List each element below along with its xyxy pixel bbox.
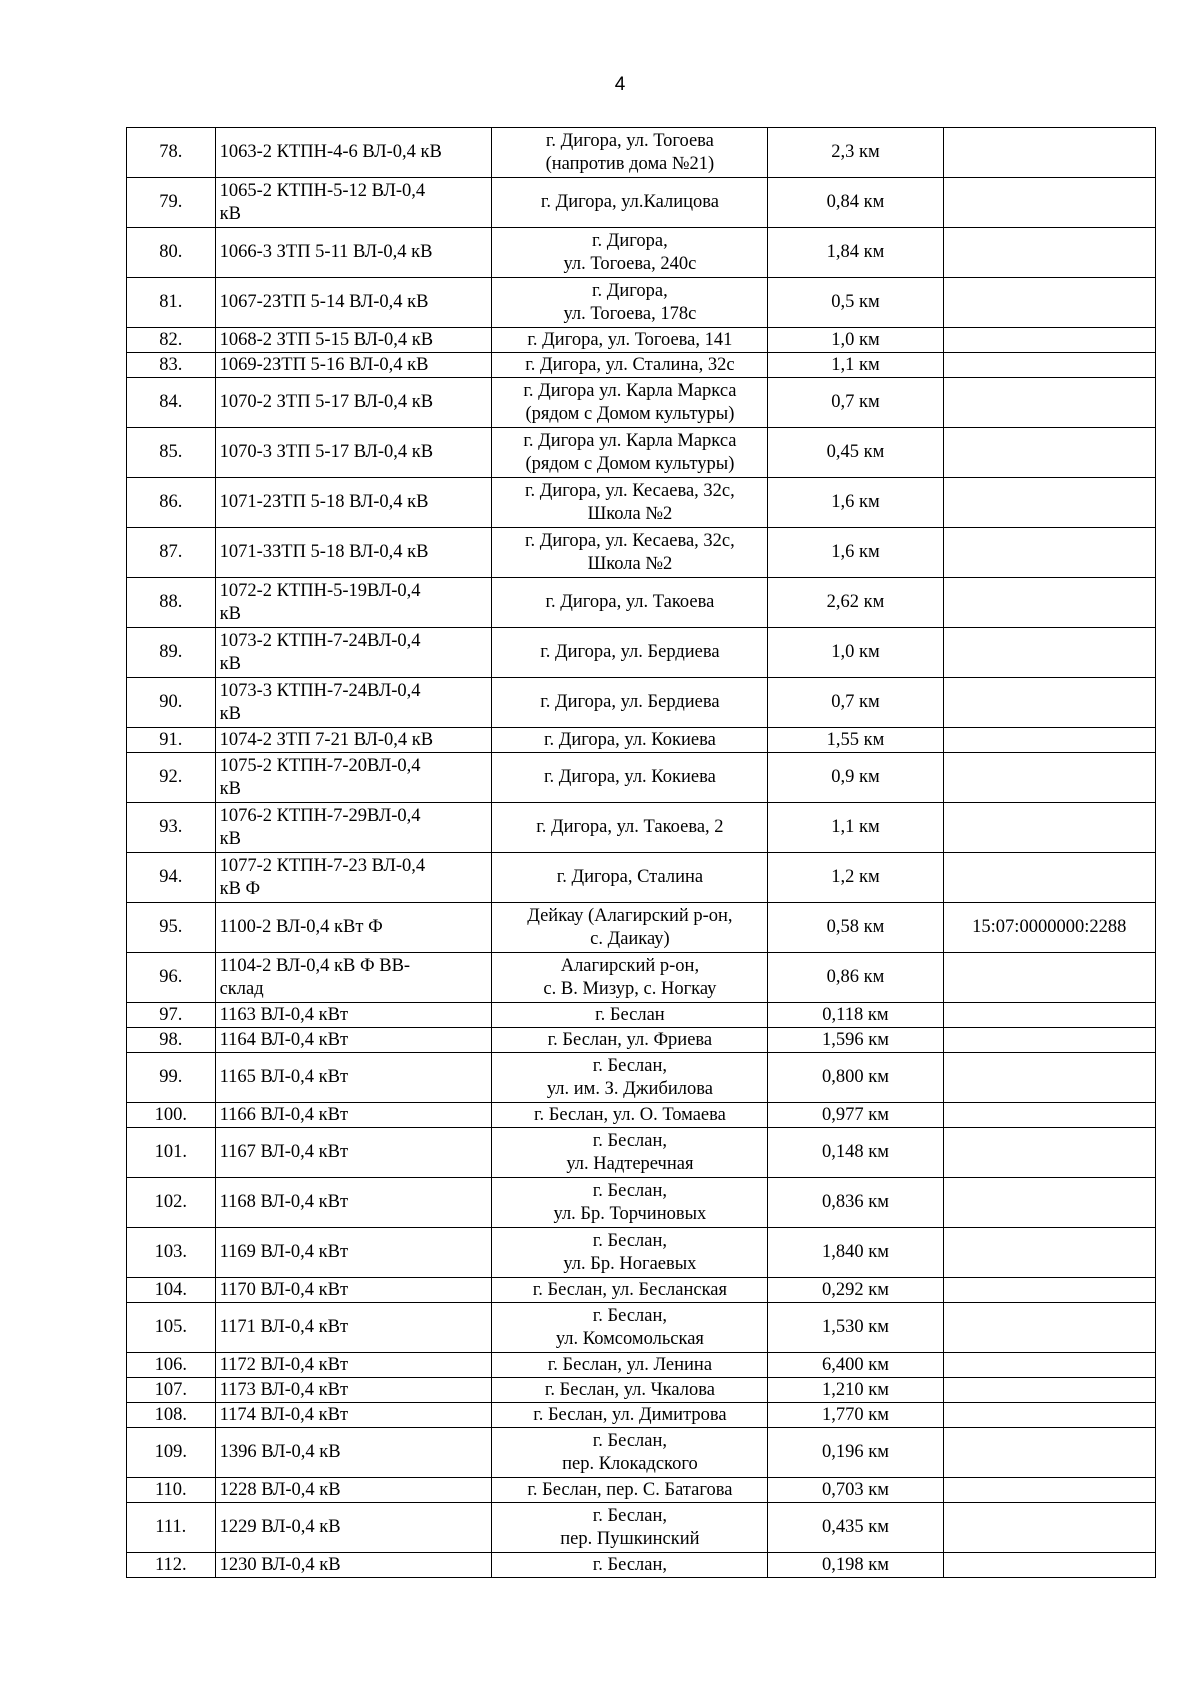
length-cell: 1,1 км — [768, 803, 943, 853]
line-name-cell: 1071-2ЗТП 5-18 ВЛ-0,4 кВ — [215, 478, 492, 528]
row-number-cell: 100. — [127, 1103, 216, 1128]
line-name-cell: 1073-3 КТПН-7-24ВЛ-0,4 кВ — [215, 678, 492, 728]
line-name-cell: 1168 ВЛ-0,4 кВт — [215, 1178, 492, 1228]
address-cell: г. Дигора, ул. Бердиева — [492, 628, 768, 678]
address-cell: г. Беслан — [492, 1003, 768, 1028]
table-row — [127, 1278, 1156, 1303]
length-cell: 1,2 км — [768, 853, 943, 903]
length-cell: 0,148 км — [768, 1128, 943, 1178]
length-cell: 0,977 км — [768, 1103, 943, 1128]
line-name-cell: 1069-2ЗТП 5-16 ВЛ-0,4 кВ — [215, 353, 492, 378]
address-cell: Дейкау (Алагирский р-он, с. Даикау) — [492, 903, 768, 953]
address-cell: г. Дигора, ул. Сталина, 32с — [492, 353, 768, 378]
row-number-cell: 104. — [127, 1278, 216, 1303]
row-number-cell: 109. — [127, 1428, 216, 1478]
row-number-cell: 101. — [127, 1128, 216, 1178]
line-name-cell: 1070-3 ЗТП 5-17 ВЛ-0,4 кВ — [215, 428, 492, 478]
line-name-cell: 1164 ВЛ-0,4 кВт — [215, 1028, 492, 1053]
cadastral-number-cell — [943, 278, 1155, 328]
row-number-cell: 91. — [127, 728, 216, 753]
row-number-cell: 79. — [127, 178, 216, 228]
length-cell: 0,292 км — [768, 1278, 943, 1303]
address-cell: г. Беслан, ул. Ленина — [492, 1353, 768, 1378]
table-row — [127, 278, 1156, 328]
table-row — [127, 478, 1156, 528]
length-cell: 1,210 км — [768, 1378, 943, 1403]
table-row — [127, 1553, 1156, 1578]
row-number-cell: 83. — [127, 353, 216, 378]
length-cell: 1,840 км — [768, 1228, 943, 1278]
table-row — [127, 1228, 1156, 1278]
address-cell: г. Беслан, ул. Фриева — [492, 1028, 768, 1053]
row-number-cell: 93. — [127, 803, 216, 853]
line-name-cell: 1229 ВЛ-0,4 кВ — [215, 1503, 492, 1553]
address-cell: г. Беслан, ул. Надтеречная — [492, 1128, 768, 1178]
cadastral-number-cell — [943, 1553, 1155, 1578]
line-name-cell: 1165 ВЛ-0,4 кВт — [215, 1053, 492, 1103]
address-cell: г. Дигора, Сталина — [492, 853, 768, 903]
length-cell: 0,196 км — [768, 1428, 943, 1478]
address-cell: г. Беслан, пер. С. Батагова — [492, 1478, 768, 1503]
cadastral-number-cell — [943, 1403, 1155, 1428]
cadastral-number-cell — [943, 528, 1155, 578]
row-number-cell: 95. — [127, 903, 216, 953]
length-cell: 0,58 км — [768, 903, 943, 953]
cadastral-number-cell — [943, 1378, 1155, 1403]
table-row — [127, 803, 1156, 853]
line-name-cell: 1075-2 КТПН-7-20ВЛ-0,4 кВ — [215, 753, 492, 803]
line-name-cell: 1072-2 КТПН-5-19ВЛ-0,4 кВ — [215, 578, 492, 628]
address-cell: г. Дигора, ул. Бердиева — [492, 678, 768, 728]
line-name-cell: 1073-2 КТПН-7-24ВЛ-0,4 кВ — [215, 628, 492, 678]
length-cell: 0,86 км — [768, 953, 943, 1003]
address-cell: г. Дигора, ул. Кокиева — [492, 753, 768, 803]
row-number-cell: 111. — [127, 1503, 216, 1553]
row-number-cell: 87. — [127, 528, 216, 578]
cadastral-number-cell — [943, 378, 1155, 428]
power-lines-table — [126, 127, 1156, 1578]
row-number-cell: 103. — [127, 1228, 216, 1278]
length-cell: 6,400 км — [768, 1353, 943, 1378]
length-cell: 1,55 км — [768, 728, 943, 753]
cadastral-number-cell — [943, 1103, 1155, 1128]
table-row — [127, 353, 1156, 378]
cadastral-number-cell — [943, 678, 1155, 728]
table-row — [127, 178, 1156, 228]
table-row — [127, 378, 1156, 428]
address-cell: г. Беслан, ул. им. З. Джибилова — [492, 1053, 768, 1103]
row-number-cell: 98. — [127, 1028, 216, 1053]
table-row — [127, 1478, 1156, 1503]
line-name-cell: 1166 ВЛ-0,4 кВт — [215, 1103, 492, 1128]
table-row — [127, 1128, 1156, 1178]
table-row — [127, 528, 1156, 578]
length-cell: 1,6 км — [768, 528, 943, 578]
row-number-cell: 85. — [127, 428, 216, 478]
line-name-cell: 1230 ВЛ-0,4 кВ — [215, 1553, 492, 1578]
cadastral-number-cell — [943, 1228, 1155, 1278]
length-cell: 0,7 км — [768, 378, 943, 428]
cadastral-number-cell — [943, 1303, 1155, 1353]
address-cell: г. Дигора, ул. Кокиева — [492, 728, 768, 753]
address-cell: г. Дигора, ул. Тогоева, 240с — [492, 228, 768, 278]
cadastral-number-cell — [943, 1278, 1155, 1303]
table-row — [127, 228, 1156, 278]
row-number-cell: 82. — [127, 328, 216, 353]
line-name-cell: 1163 ВЛ-0,4 кВт — [215, 1003, 492, 1028]
line-name-cell: 1169 ВЛ-0,4 кВт — [215, 1228, 492, 1278]
table-row — [127, 728, 1156, 753]
row-number-cell: 84. — [127, 378, 216, 428]
cadastral-number-cell — [943, 1028, 1155, 1053]
cadastral-number-cell — [943, 1503, 1155, 1553]
row-number-cell: 102. — [127, 1178, 216, 1228]
page-number: 4 — [614, 74, 626, 95]
table-row — [127, 1303, 1156, 1353]
address-cell: г. Беслан, пер. Клокадского — [492, 1428, 768, 1478]
table-body — [127, 128, 1156, 1578]
cadastral-number-cell — [943, 1128, 1155, 1178]
length-cell: 0,836 км — [768, 1178, 943, 1228]
length-cell: 1,596 км — [768, 1028, 943, 1053]
row-number-cell: 107. — [127, 1378, 216, 1403]
length-cell: 0,5 км — [768, 278, 943, 328]
row-number-cell: 92. — [127, 753, 216, 803]
line-name-cell: 1074-2 ЗТП 7-21 ВЛ-0,4 кВ — [215, 728, 492, 753]
cadastral-number-cell — [943, 578, 1155, 628]
line-name-cell: 1067-2ЗТП 5-14 ВЛ-0,4 кВ — [215, 278, 492, 328]
address-cell: г. Беслан, пер. Пушкинский — [492, 1503, 768, 1553]
address-cell: г. Дигора, ул. Тогоева, 178с — [492, 278, 768, 328]
address-cell: г. Беслан, ул. Комсомольская — [492, 1303, 768, 1353]
length-cell: 1,0 км — [768, 628, 943, 678]
cadastral-number-cell — [943, 428, 1155, 478]
address-cell: Алагирский р-он, с. В. Мизур, с. Ногкау — [492, 953, 768, 1003]
row-number-cell: 97. — [127, 1003, 216, 1028]
address-cell: г. Дигора, ул. Такоева, 2 — [492, 803, 768, 853]
address-cell: г. Беслан, ул. Бесланская — [492, 1278, 768, 1303]
line-name-cell: 1174 ВЛ-0,4 кВт — [215, 1403, 492, 1428]
line-name-cell: 1228 ВЛ-0,4 кВ — [215, 1478, 492, 1503]
length-cell: 1,530 км — [768, 1303, 943, 1353]
cadastral-number-cell — [943, 228, 1155, 278]
table-row — [127, 428, 1156, 478]
table-row — [127, 1053, 1156, 1103]
address-cell: г. Дигора ул. Карла Маркса (рядом с Домом культуры) — [492, 428, 768, 478]
length-cell: 0,45 км — [768, 428, 943, 478]
table-row — [127, 128, 1156, 178]
cadastral-number-cell — [943, 1478, 1155, 1503]
address-cell: г. Дигора, ул. Такоева — [492, 578, 768, 628]
table-row — [127, 1378, 1156, 1403]
line-name-cell: 1171 ВЛ-0,4 кВт — [215, 1303, 492, 1353]
table-row — [127, 1103, 1156, 1128]
cadastral-number-cell — [943, 478, 1155, 528]
table-row — [127, 678, 1156, 728]
line-name-cell: 1100-2 ВЛ-0,4 кВт Ф — [215, 903, 492, 953]
address-cell: г. Дигора, ул. Тогоева, 141 — [492, 328, 768, 353]
table-row — [127, 903, 1156, 953]
length-cell: 1,6 км — [768, 478, 943, 528]
address-cell: г. Беслан, ул. Бр. Торчиновых — [492, 1178, 768, 1228]
length-cell: 1,770 км — [768, 1403, 943, 1428]
line-name-cell: 1076-2 КТПН-7-29ВЛ-0,4 кВ — [215, 803, 492, 853]
row-number-cell: 81. — [127, 278, 216, 328]
row-number-cell: 110. — [127, 1478, 216, 1503]
row-number-cell: 112. — [127, 1553, 216, 1578]
table-row — [127, 328, 1156, 353]
length-cell: 0,118 км — [768, 1003, 943, 1028]
address-cell: г. Дигора ул. Карла Маркса (рядом с Домом культуры) — [492, 378, 768, 428]
length-cell: 0,198 км — [768, 1553, 943, 1578]
row-number-cell: 88. — [127, 578, 216, 628]
length-cell: 1,1 км — [768, 353, 943, 378]
address-cell: г. Дигора, ул.Калицова — [492, 178, 768, 228]
cadastral-number-cell — [943, 1428, 1155, 1478]
row-number-cell: 89. — [127, 628, 216, 678]
length-cell: 0,800 км — [768, 1053, 943, 1103]
row-number-cell: 96. — [127, 953, 216, 1003]
length-cell: 0,703 км — [768, 1478, 943, 1503]
row-number-cell: 86. — [127, 478, 216, 528]
table-row — [127, 628, 1156, 678]
table-row — [127, 1403, 1156, 1428]
length-cell: 0,84 км — [768, 178, 943, 228]
cadastral-number-cell — [943, 1353, 1155, 1378]
cadastral-number-cell — [943, 853, 1155, 903]
cadastral-number-cell — [943, 1003, 1155, 1028]
address-cell: г. Беслан, ул. Чкалова — [492, 1378, 768, 1403]
table-row — [127, 953, 1156, 1003]
line-name-cell: 1173 ВЛ-0,4 кВт — [215, 1378, 492, 1403]
address-cell: г. Дигора, ул. Тогоева (напротив дома №21) — [492, 128, 768, 178]
table-row — [127, 1353, 1156, 1378]
address-cell: г. Дигора, ул. Кесаева, 32с, Школа №2 — [492, 528, 768, 578]
cadastral-number-cell — [943, 128, 1155, 178]
row-number-cell: 106. — [127, 1353, 216, 1378]
line-name-cell: 1068-2 ЗТП 5-15 ВЛ-0,4 кВ — [215, 328, 492, 353]
cadastral-number-cell — [943, 953, 1155, 1003]
length-cell: 1,84 км — [768, 228, 943, 278]
length-cell: 0,7 км — [768, 678, 943, 728]
cadastral-number-cell — [943, 178, 1155, 228]
line-name-cell: 1063-2 КТПН-4-6 ВЛ-0,4 кВ — [215, 128, 492, 178]
table-row — [127, 1178, 1156, 1228]
cadastral-number-cell — [943, 628, 1155, 678]
length-cell: 0,9 км — [768, 753, 943, 803]
line-name-cell: 1071-3ЗТП 5-18 ВЛ-0,4 кВ — [215, 528, 492, 578]
row-number-cell: 108. — [127, 1403, 216, 1428]
table-row — [127, 853, 1156, 903]
table-row — [127, 1428, 1156, 1478]
line-name-cell: 1396 ВЛ-0,4 кВ — [215, 1428, 492, 1478]
address-cell: г. Беслан, — [492, 1553, 768, 1578]
row-number-cell: 78. — [127, 128, 216, 178]
row-number-cell: 90. — [127, 678, 216, 728]
address-cell: г. Беслан, ул. Димитрова — [492, 1403, 768, 1428]
line-name-cell: 1172 ВЛ-0,4 кВт — [215, 1353, 492, 1378]
cadastral-number-cell — [943, 328, 1155, 353]
address-cell: г. Беслан, ул. О. Томаева — [492, 1103, 768, 1128]
cadastral-number-cell — [943, 753, 1155, 803]
cadastral-number-cell: 15:07:0000000:2288 — [943, 903, 1155, 953]
line-name-cell: 1077-2 КТПН-7-23 ВЛ-0,4 кВ Ф — [215, 853, 492, 903]
cadastral-number-cell — [943, 353, 1155, 378]
row-number-cell: 99. — [127, 1053, 216, 1103]
length-cell: 2,3 км — [768, 128, 943, 178]
table-row — [127, 1028, 1156, 1053]
cadastral-number-cell — [943, 803, 1155, 853]
row-number-cell: 94. — [127, 853, 216, 903]
line-name-cell: 1167 ВЛ-0,4 кВт — [215, 1128, 492, 1178]
length-cell: 0,435 км — [768, 1503, 943, 1553]
row-number-cell: 105. — [127, 1303, 216, 1353]
address-cell: г. Беслан, ул. Бр. Ногаевых — [492, 1228, 768, 1278]
length-cell: 2,62 км — [768, 578, 943, 628]
table-row — [127, 1003, 1156, 1028]
cadastral-number-cell — [943, 1053, 1155, 1103]
cadastral-number-cell — [943, 1178, 1155, 1228]
row-number-cell: 80. — [127, 228, 216, 278]
table-row — [127, 1503, 1156, 1553]
line-name-cell: 1070-2 ЗТП 5-17 ВЛ-0,4 кВ — [215, 378, 492, 428]
cadastral-number-cell — [943, 728, 1155, 753]
length-cell: 1,0 км — [768, 328, 943, 353]
line-name-cell: 1066-3 ЗТП 5-11 ВЛ-0,4 кВ — [215, 228, 492, 278]
address-cell: г. Дигора, ул. Кесаева, 32с, Школа №2 — [492, 478, 768, 528]
table-row — [127, 578, 1156, 628]
line-name-cell: 1170 ВЛ-0,4 кВт — [215, 1278, 492, 1303]
line-name-cell: 1065-2 КТПН-5-12 ВЛ-0,4 кВ — [215, 178, 492, 228]
line-name-cell: 1104-2 ВЛ-0,4 кВ Ф ВВ- склад — [215, 953, 492, 1003]
table-row — [127, 753, 1156, 803]
